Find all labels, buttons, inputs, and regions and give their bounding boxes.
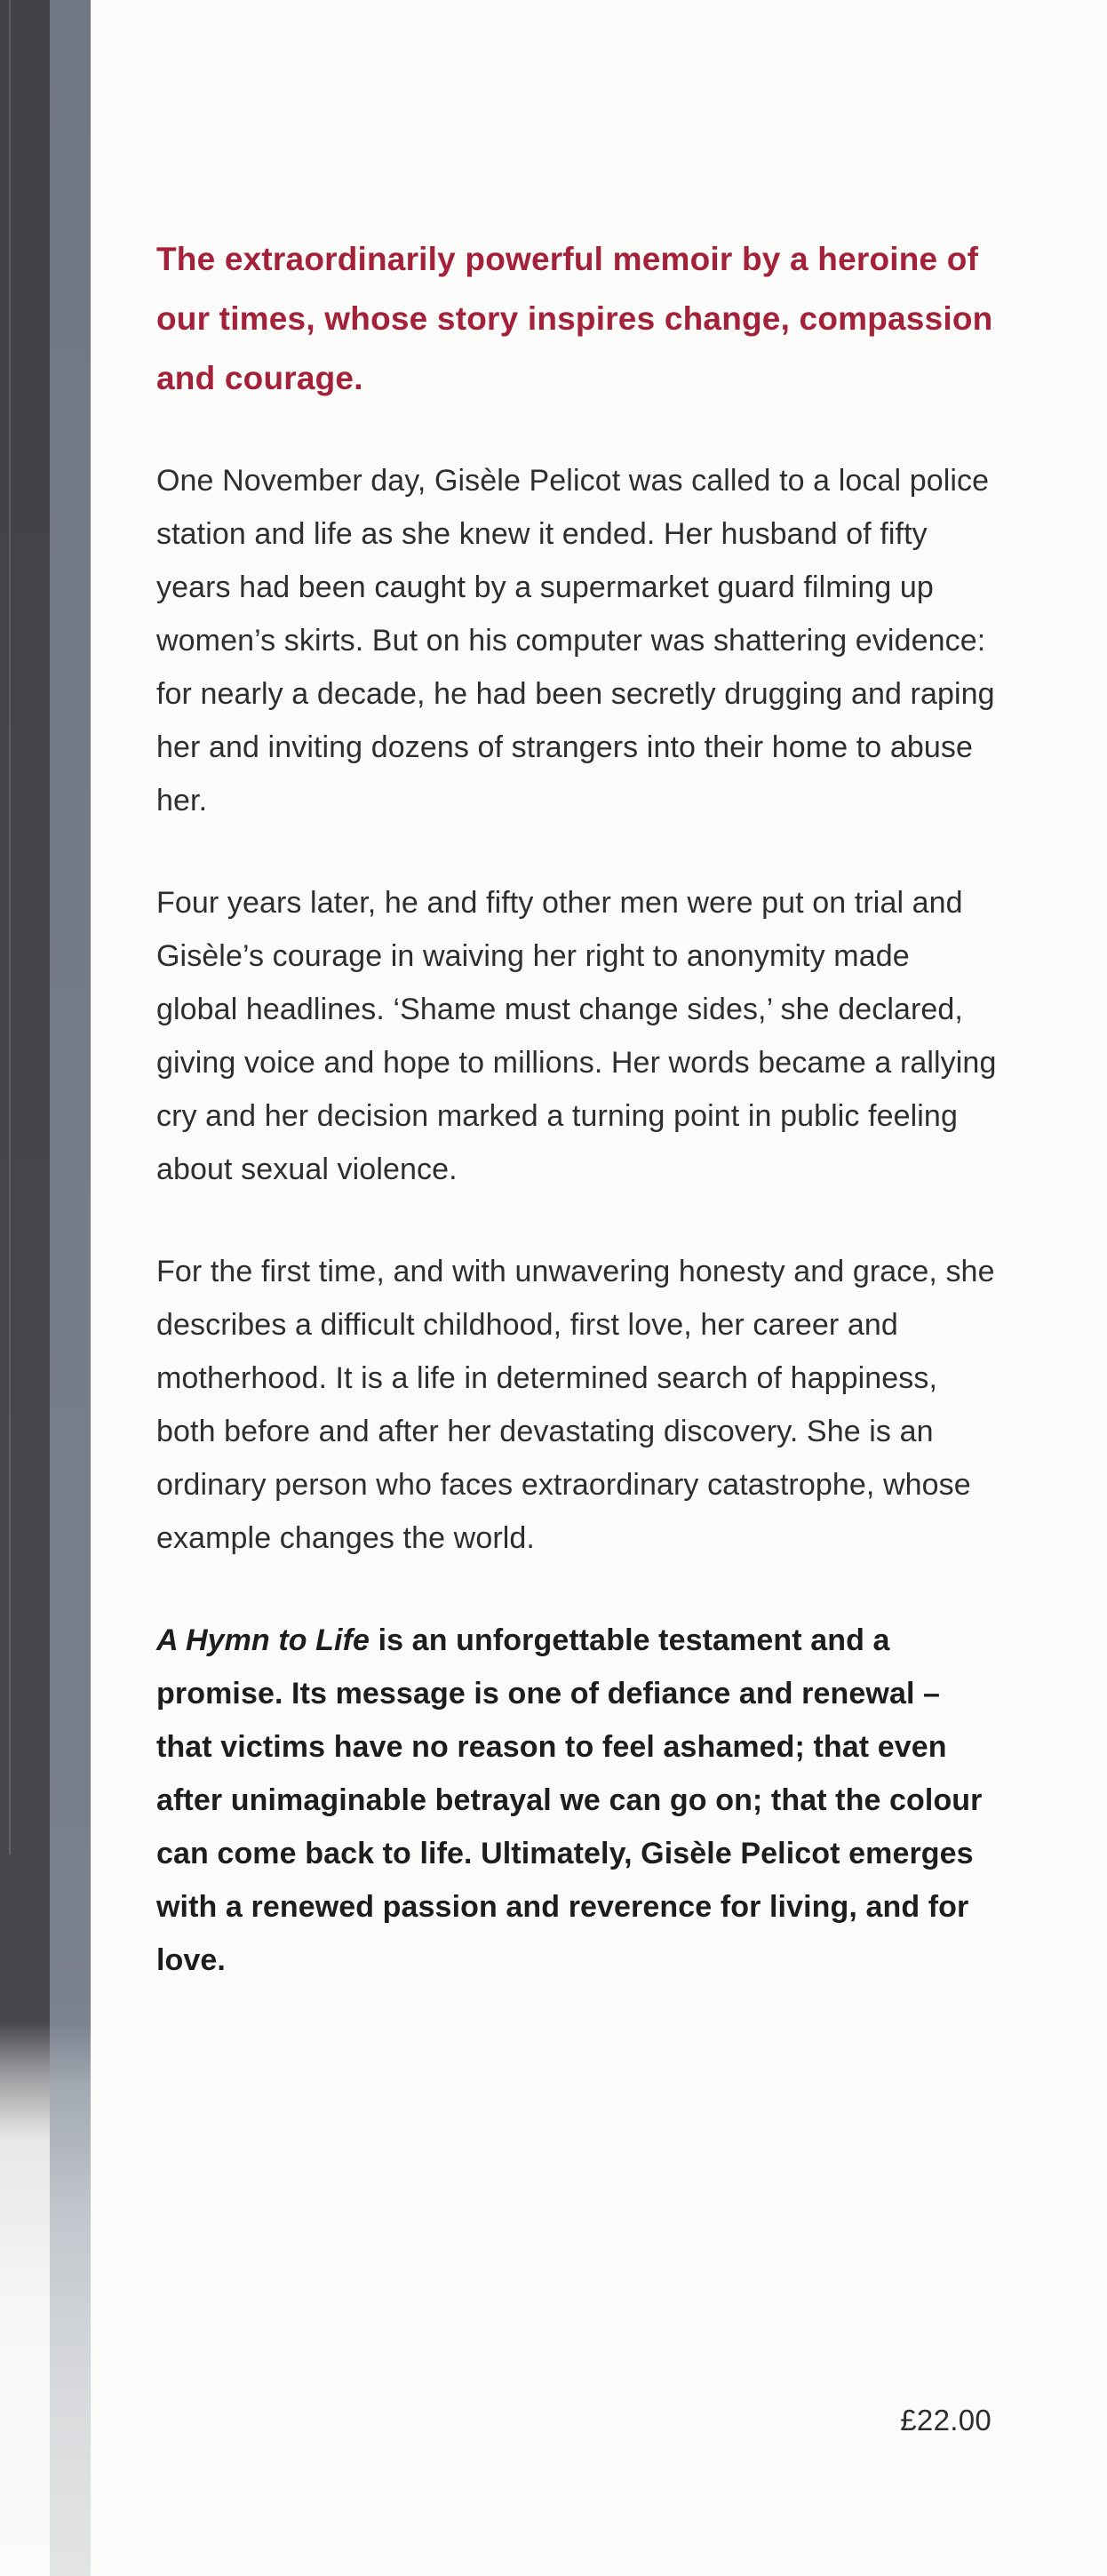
closing-paragraph bbox=[156, 1614, 997, 1987]
paragraph-2: Four years later, he and fifty other men were put on trial and Gisèle’s courage in waiving her right to anonymity made global headlines. ‘Shame must change sides,’ she declared, giving voice and hope to millions. Her words became a rallying cry and her decision marked a turning point in public feeling about sexual violence. bbox=[156, 886, 997, 1186]
spine-inner-band bbox=[50, 0, 91, 2576]
flap-content bbox=[156, 229, 997, 2036]
price-label: £22.00 bbox=[900, 2404, 992, 2436]
headline: The extraordinarily powerful memoir by a heroine of our times, whose story inspires change, compassion and courage. bbox=[156, 241, 993, 396]
book-title: A Hymn to Life bbox=[156, 1623, 370, 1657]
spine-outer-band bbox=[0, 0, 50, 2576]
paragraph-1: One November day, Gisèle Pelicot was called to a local police station and life as she knew it ended. Her husband of fifty years had been caught by a supermarket guard filming up women’s skirts. But on his computer was shattering evidence: for nearly a decade, he had been secretly drugging and raping her and inviting dozens of strangers into their home to abuse her. bbox=[156, 464, 995, 817]
paragraph-3: For the first time, and with unwavering honesty and grace, she describes a difficult childhood, first love, her career and motherhood. It is a life in determined search of happiness, both before and after her devastating discovery. She is an ordinary person who faces extraordinary catastrophe, whose example changes the world. bbox=[156, 1255, 995, 1555]
spine-edge-highlight bbox=[9, 0, 11, 1854]
closing-paragraph-text: is an unforgettable testament and a promise. Its message is one of defiance and renewal – that victims have no reason to feel ashamed; that even after unimaginable betrayal we can go on; that the colour can come back to life. Ultimately, Gisèle Pelicot emerges with a renewed passion and reverence for living, and for love. bbox=[156, 1623, 983, 1977]
